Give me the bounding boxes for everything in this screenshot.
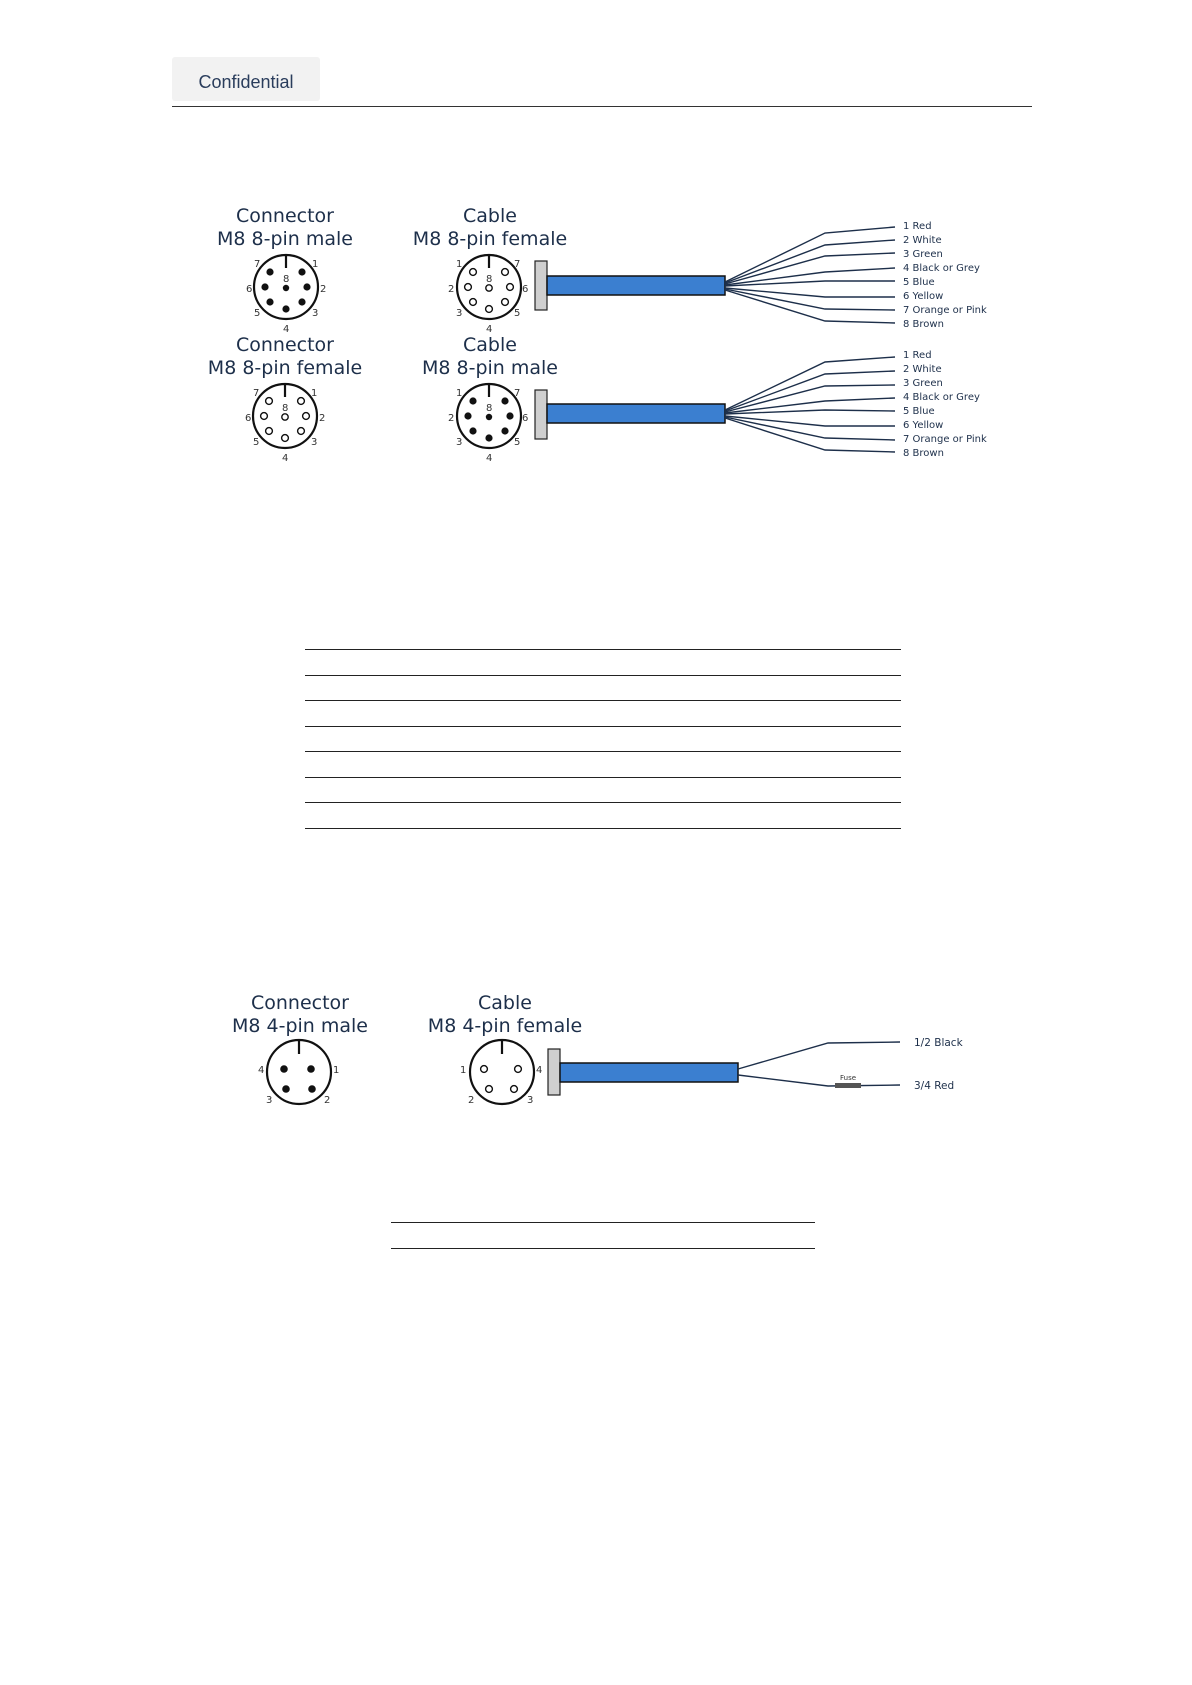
pin-label: 7 <box>254 259 261 270</box>
fuse-symbol <box>835 1083 861 1088</box>
pin-label: 2 <box>448 284 455 295</box>
cable-8pin-male-face <box>448 384 528 464</box>
wire-label: 1/2 Black <box>914 1037 963 1049</box>
table-row <box>305 752 901 778</box>
pinout-table-8pin <box>305 624 901 829</box>
cable-jacket <box>547 276 725 295</box>
pin-label: 8 <box>282 403 289 414</box>
title-connector-4pin-male: Connector M8 4-pin male <box>231 992 368 1037</box>
wire-label: 5 Blue <box>903 277 935 288</box>
wire-label: 5 Blue <box>903 406 935 417</box>
pin-label: 1 <box>456 259 463 270</box>
wire-label: 7 Orange or Pink <box>903 305 987 316</box>
pin-label: 6 <box>246 284 253 295</box>
wire-fan-2 <box>725 357 895 452</box>
title-connector-8pin-male: Connector M8 8-pin male <box>216 205 353 250</box>
table-row <box>305 778 901 803</box>
pin-label: 4 <box>486 324 493 335</box>
pin-label: 7 <box>514 259 521 270</box>
pin-label: 5 <box>253 437 260 448</box>
wire-label: 4 Black or Grey <box>903 263 980 274</box>
wire-labels-1 <box>903 221 987 330</box>
title-cable-8pin-male: Cable M8 8-pin male <box>421 334 558 379</box>
pin-label: 4 <box>282 453 289 464</box>
wire-label: 1 Red <box>903 350 932 361</box>
table-row <box>305 624 901 650</box>
table-row <box>305 650 901 676</box>
plug-housing <box>548 1049 560 1095</box>
wire-label: 3/4 Red <box>914 1080 955 1092</box>
confidential-badge: Confidential <box>172 57 320 101</box>
cable-4pin-female-face <box>460 1040 542 1106</box>
pin-label: 6 <box>522 284 529 295</box>
table-row <box>305 727 901 752</box>
pin-label: 2 <box>468 1095 475 1106</box>
pinout-table-4pin <box>391 1197 815 1249</box>
pin-label: 7 <box>253 388 260 399</box>
pin-label: 3 <box>312 308 319 319</box>
pin-label: 1 <box>456 388 463 399</box>
pin-label: 1 <box>312 259 319 270</box>
table-row <box>305 803 901 829</box>
wire-label: 6 Yellow <box>903 420 944 431</box>
pin-label: 3 <box>456 437 463 448</box>
pin-label: 3 <box>311 437 318 448</box>
connector-4pin-male-face <box>258 1040 339 1106</box>
pin-label: 8 <box>486 403 493 414</box>
pin-label: 4 <box>258 1065 265 1076</box>
pin-label: 5 <box>514 437 521 448</box>
pin-label: 5 <box>254 308 261 319</box>
connector-8pin-male-face <box>246 255 326 335</box>
wire-label: 4 Black or Grey <box>903 392 980 403</box>
table-row <box>305 676 901 701</box>
plug-housing <box>535 390 547 439</box>
table-row <box>391 1197 815 1223</box>
plug-housing <box>535 261 547 310</box>
pin-label: 1 <box>311 388 318 399</box>
pin-label: 2 <box>320 284 327 295</box>
connector-8pin-female-face <box>245 384 325 464</box>
pin-label: 6 <box>522 413 529 424</box>
wire-label: 2 White <box>903 364 942 375</box>
pin-label: 6 <box>245 413 252 424</box>
pin-label: 2 <box>448 413 455 424</box>
fuse-label: Fuse <box>840 1074 857 1082</box>
pin-label: 2 <box>319 413 326 424</box>
pin-label: 4 <box>536 1065 543 1076</box>
title-cable-8pin-female: Cable M8 8-pin female <box>412 205 568 250</box>
pin-label: 3 <box>266 1095 273 1106</box>
pin-label: 3 <box>527 1095 534 1106</box>
pin-label: 7 <box>514 388 521 399</box>
table-row <box>391 1223 815 1249</box>
pin-label: 4 <box>283 324 290 335</box>
cable-8pin-female-face <box>448 255 528 335</box>
wire-label: 8 Brown <box>903 319 944 330</box>
wire-label: 3 Green <box>903 249 943 260</box>
cable-jacket <box>560 1063 738 1082</box>
pin-label: 1 <box>460 1065 467 1076</box>
cable-jacket <box>547 404 725 423</box>
pin-label: 8 <box>486 274 493 285</box>
pin-label: 4 <box>486 453 493 464</box>
title-cable-4pin-female: Cable M8 4-pin female <box>427 992 583 1037</box>
pin-label: 1 <box>333 1065 340 1076</box>
wire-label: 7 Orange or Pink <box>903 434 987 445</box>
pin-label: 8 <box>283 274 290 285</box>
wire-labels-3 <box>914 1037 964 1092</box>
wire-labels-2 <box>903 350 987 459</box>
wire-label: 3 Green <box>903 378 943 389</box>
pin-label: 3 <box>456 308 463 319</box>
wire-label: 1 Red <box>903 221 932 232</box>
pin-label: 5 <box>514 308 521 319</box>
wire-label: 8 Brown <box>903 448 944 459</box>
table-row <box>305 701 901 727</box>
title-connector-8pin-female: Connector M8 8-pin female <box>207 334 363 379</box>
wire-label: 6 Yellow <box>903 291 944 302</box>
wire-fan-1 <box>725 227 895 323</box>
wire-fan-3 <box>738 1042 900 1086</box>
pin-label: 2 <box>324 1095 331 1106</box>
wire-label: 2 White <box>903 235 942 246</box>
